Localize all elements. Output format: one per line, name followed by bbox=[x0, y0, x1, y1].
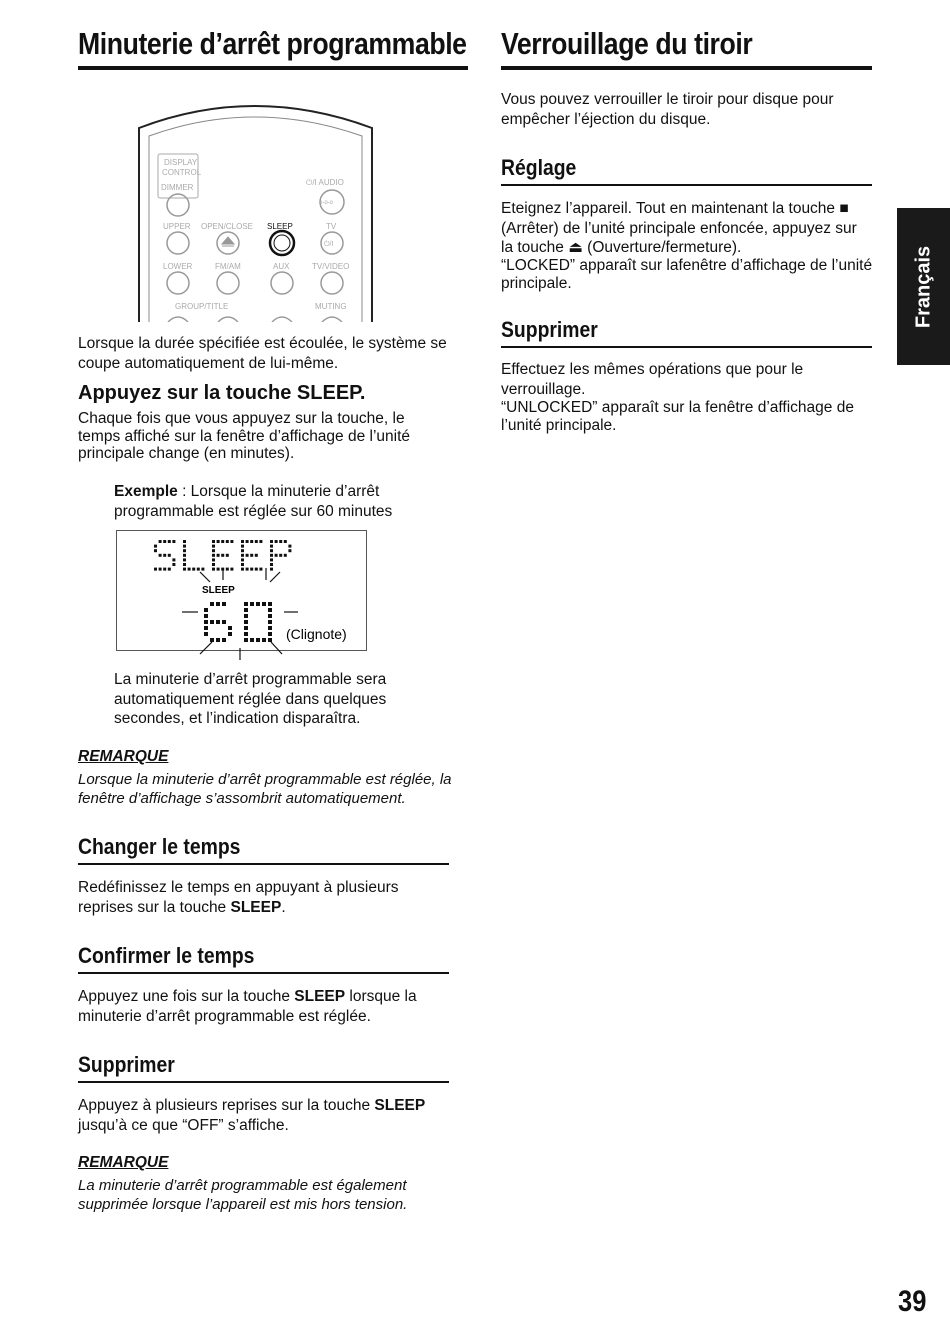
confirm-text-c: lorsque la minuterie d’arrêt programmable est réglée. bbox=[78, 988, 417, 1025]
change-heading-rule bbox=[78, 863, 449, 865]
remote-label-sleep: SLEEP bbox=[267, 222, 293, 231]
lcd-dot bbox=[259, 568, 262, 571]
delete-text-key: SLEEP bbox=[374, 1097, 426, 1114]
lcd-dot bbox=[284, 540, 287, 543]
remote-label-aux: AUX bbox=[273, 262, 290, 271]
lcd-dot bbox=[268, 620, 272, 624]
lcd-dot bbox=[270, 545, 273, 548]
lcd-dot bbox=[256, 602, 260, 606]
lcd-dot bbox=[197, 568, 200, 571]
step-title: Appuyez sur la touche SLEEP. bbox=[78, 382, 366, 404]
blink-note: (Clignote) bbox=[286, 626, 347, 642]
lcd-dot bbox=[255, 568, 258, 571]
lcd-dot bbox=[244, 602, 248, 606]
lcd-dot bbox=[216, 638, 220, 642]
confirm-heading-rule bbox=[78, 972, 449, 974]
unlock-heading: Supprimer bbox=[501, 317, 598, 342]
lcd-dot bbox=[279, 554, 282, 557]
language-tab bbox=[897, 208, 950, 365]
example-body: : Lorsque la minuterie d’arrêt programmable est réglée sur 60 minutes bbox=[114, 483, 393, 520]
lcd-dot bbox=[212, 558, 215, 561]
confirm-time-text bbox=[78, 987, 448, 1026]
unlock-heading-rule bbox=[501, 346, 872, 348]
lcd-dot bbox=[159, 540, 162, 543]
left-section-title: Minuterie d’arrêt programmable bbox=[78, 26, 467, 61]
lcd-dot bbox=[241, 554, 244, 557]
lcd-dot bbox=[250, 602, 254, 606]
remote-label-dimmer: DIMMER bbox=[161, 183, 194, 192]
lcd-dot bbox=[241, 549, 244, 552]
confirm-text-key: SLEEP bbox=[294, 988, 346, 1005]
dimmer-button bbox=[167, 194, 189, 216]
change-time-heading: Changer le temps bbox=[78, 834, 241, 859]
lcd-dot bbox=[250, 568, 253, 571]
lcd-dot bbox=[168, 540, 171, 543]
confirm-text-a: Appuyez une fois sur la touche bbox=[78, 988, 295, 1005]
lcd-dot bbox=[204, 608, 208, 612]
lcd-dot bbox=[226, 554, 229, 557]
lcd-dot bbox=[284, 554, 287, 557]
remote-label-tv-power: ⏻/I bbox=[324, 241, 334, 248]
lcd-dot bbox=[241, 540, 244, 543]
confirm-time-heading: Confirmer le temps bbox=[78, 943, 255, 968]
lcd-dot bbox=[183, 568, 186, 571]
remote-label-power-audio: ⏻/I AUDIO bbox=[306, 178, 344, 187]
lcd-dot bbox=[244, 638, 248, 642]
lcd-dot bbox=[246, 568, 249, 571]
lcd-dot bbox=[268, 638, 272, 642]
lcd-dot bbox=[163, 540, 166, 543]
lcd-dot bbox=[188, 568, 191, 571]
lcd-dot bbox=[183, 563, 186, 566]
remark-1-text: Lorsque la minuterie d’arrêt programmable est réglée, la fenêtre d’affichage s’assombrit automatiquement. bbox=[78, 771, 452, 807]
lcd-dot bbox=[163, 554, 166, 557]
lcd-dot bbox=[230, 568, 233, 571]
setting-heading-rule bbox=[501, 184, 872, 186]
lcd-dot bbox=[259, 540, 262, 543]
change-text-a: Redéfinissez le temps en appuyant à plusieurs reprises sur la touche bbox=[78, 879, 399, 916]
lcd-dot bbox=[159, 568, 162, 571]
delete-timer-text bbox=[78, 1096, 453, 1135]
remote-label-tv: TV bbox=[326, 222, 337, 231]
lcd-dot bbox=[183, 540, 186, 543]
lcd-dot bbox=[268, 626, 272, 630]
lcd-dot bbox=[262, 638, 266, 642]
lcd-dot bbox=[222, 620, 226, 624]
remark-1-title: REMARQUE bbox=[78, 748, 169, 765]
setting-text-1: Eteignez l’appareil. Tout en maintenant la touche ■ (Arrêter) de l’unité principale enfoncée, appuyez sur la touche ⏏ (Ouverture/fermeture). bbox=[501, 200, 857, 256]
lcd-dot bbox=[217, 568, 220, 571]
lcd-dot bbox=[183, 545, 186, 548]
lcd-dot bbox=[210, 620, 214, 624]
lcd-value-60 bbox=[204, 602, 272, 642]
lcd-dot bbox=[222, 638, 226, 642]
lcd-dot bbox=[255, 554, 258, 557]
language-tab-label: Français bbox=[912, 245, 934, 328]
change-time-text bbox=[78, 878, 438, 917]
lcd-dot bbox=[241, 558, 244, 561]
remark-2-text: La minuterie d’arrêt programmable est également supprimée lorsque l’appareil est mis hors tension. bbox=[78, 1177, 408, 1213]
lcd-dot bbox=[288, 549, 291, 552]
delete-text-a: Appuyez à plusieurs reprises sur la touche bbox=[78, 1097, 375, 1114]
lcd-dot bbox=[183, 549, 186, 552]
lcd-dot bbox=[226, 540, 229, 543]
lcd-dot bbox=[212, 540, 215, 543]
setting-heading: Réglage bbox=[501, 155, 577, 180]
lcd-dot bbox=[244, 614, 248, 618]
lcd-dot bbox=[159, 554, 162, 557]
lcd-dot bbox=[183, 554, 186, 557]
lcd-sleep-indicator: SLEEP bbox=[202, 585, 235, 596]
lcd-dot bbox=[212, 563, 215, 566]
lcd-dot bbox=[204, 626, 208, 630]
lcd-dot bbox=[244, 620, 248, 624]
unlock-text-2: “UNLOCKED” apparaît sur la fenêtre d’affichage de l’unité principale. bbox=[501, 399, 854, 434]
lcd-dot bbox=[192, 568, 195, 571]
lcd-dot bbox=[217, 540, 220, 543]
lcd-dot bbox=[241, 545, 244, 548]
lcd-dot bbox=[212, 554, 215, 557]
lcd-dot bbox=[255, 540, 258, 543]
lcd-dot bbox=[172, 540, 175, 543]
unlock-text-1: Effectuez les mêmes opérations que pour le verrouillage. bbox=[501, 361, 804, 398]
lcd-dot bbox=[226, 568, 229, 571]
lcd-sleep-text bbox=[154, 540, 291, 571]
lcd-dot bbox=[168, 554, 171, 557]
lcd-dot bbox=[204, 620, 208, 624]
lcd-dot bbox=[201, 568, 204, 571]
lcd-dot bbox=[256, 638, 260, 642]
lcd-dot bbox=[183, 558, 186, 561]
lcd-dot bbox=[212, 568, 215, 571]
right-intro-text: Vous pouvez verrouiller le tiroir pour disque pour empêcher l’éjection du disque. bbox=[501, 91, 834, 128]
lcd-dot bbox=[217, 554, 220, 557]
remote-control-illustration bbox=[136, 98, 376, 322]
right-section-title: Verrouillage du tiroir bbox=[501, 26, 753, 61]
lcd-dot bbox=[270, 563, 273, 566]
page-number: 39 bbox=[897, 1285, 926, 1318]
remote-label-control: CONTROL bbox=[162, 168, 202, 177]
lcd-dot bbox=[270, 540, 273, 543]
change-text-key: SLEEP bbox=[230, 898, 282, 916]
lcd-dot bbox=[221, 554, 224, 557]
lcd-dot bbox=[288, 545, 291, 548]
lcd-dot bbox=[246, 540, 249, 543]
right-title-rule bbox=[501, 66, 872, 70]
lcd-dot bbox=[268, 602, 272, 606]
change-text-c: . bbox=[281, 898, 286, 916]
lcd-dot bbox=[154, 545, 157, 548]
lcd-dot bbox=[168, 568, 171, 571]
step-text: Chaque fois que vous appuyez sur la touche, le temps affiché sur la fenêtre d’affichage de l’unité principale change (en minutes). bbox=[78, 410, 411, 462]
lcd-dot bbox=[228, 632, 232, 636]
example-label: Exemple bbox=[114, 483, 178, 500]
lcd-dot bbox=[221, 540, 224, 543]
lcd-dot bbox=[228, 626, 232, 630]
lcd-dot bbox=[279, 540, 282, 543]
example-text bbox=[114, 482, 434, 521]
lcd-dot bbox=[154, 568, 157, 571]
after-text: La minuterie d’arrêt programmable sera automatiquement réglée dans quelques secondes, et l’indication disparaîtra. bbox=[114, 671, 387, 727]
lcd-dot bbox=[268, 614, 272, 618]
lcd-dot bbox=[275, 540, 278, 543]
lcd-dot bbox=[268, 632, 272, 636]
lcd-dot bbox=[244, 632, 248, 636]
lcd-dot bbox=[216, 620, 220, 624]
remote-label-group-title: GROUP/TITLE bbox=[175, 302, 229, 311]
lcd-dot bbox=[212, 545, 215, 548]
lcd-dot bbox=[250, 638, 254, 642]
remote-label-lower: LOWER bbox=[163, 262, 193, 271]
lcd-dot bbox=[270, 568, 273, 571]
remote-label-fm-am: FM/AM bbox=[215, 262, 241, 271]
lcd-dot bbox=[163, 568, 166, 571]
remote-label-open-close: OPEN/CLOSE bbox=[201, 222, 254, 231]
lcd-dot bbox=[172, 558, 175, 561]
lcd-dot bbox=[204, 614, 208, 618]
lcd-dot bbox=[250, 540, 253, 543]
remote-label-display: DISPLAY bbox=[164, 158, 198, 167]
lcd-dot bbox=[210, 602, 214, 606]
lcd-dot bbox=[212, 549, 215, 552]
lcd-dot bbox=[246, 554, 249, 557]
lcd-display-illustration bbox=[116, 530, 368, 660]
lcd-dot bbox=[250, 554, 253, 557]
delete-heading-rule bbox=[78, 1081, 449, 1083]
lcd-dot bbox=[154, 549, 157, 552]
lcd-dot bbox=[244, 608, 248, 612]
left-intro-text: Lorsque la durée spécifiée est écoulée, le système se coupe automatiquement de lui-même. bbox=[78, 335, 447, 372]
lcd-dot bbox=[268, 608, 272, 612]
lcd-dot bbox=[172, 563, 175, 566]
lcd-dot bbox=[210, 638, 214, 642]
lcd-dot bbox=[204, 632, 208, 636]
lcd-dot bbox=[270, 554, 273, 557]
delete-text-c: jusqu’à ce que “OFF” s’affiche. bbox=[78, 1116, 289, 1134]
left-title-rule bbox=[78, 66, 468, 70]
svg-text:o-o-o: o-o-o bbox=[319, 200, 334, 206]
remote-label-tv-video: TV/VIDEO bbox=[312, 262, 350, 271]
lcd-dot bbox=[270, 558, 273, 561]
remote-label-muting: MUTING bbox=[315, 302, 347, 311]
lcd-dot bbox=[230, 540, 233, 543]
lcd-dot bbox=[262, 602, 266, 606]
lcd-dot bbox=[222, 602, 226, 606]
remark-2-title: REMARQUE bbox=[78, 1154, 169, 1171]
lcd-dot bbox=[270, 549, 273, 552]
remote-label-upper: UPPER bbox=[163, 222, 191, 231]
setting-text-2: “LOCKED” apparaît sur lafenêtre d’affichage de l’unité principale. bbox=[501, 257, 873, 292]
lcd-dot bbox=[216, 602, 220, 606]
lcd-dot bbox=[244, 626, 248, 630]
lcd-dot bbox=[275, 554, 278, 557]
lcd-dot bbox=[241, 563, 244, 566]
delete-timer-heading: Supprimer bbox=[78, 1052, 175, 1077]
lcd-dot bbox=[241, 568, 244, 571]
